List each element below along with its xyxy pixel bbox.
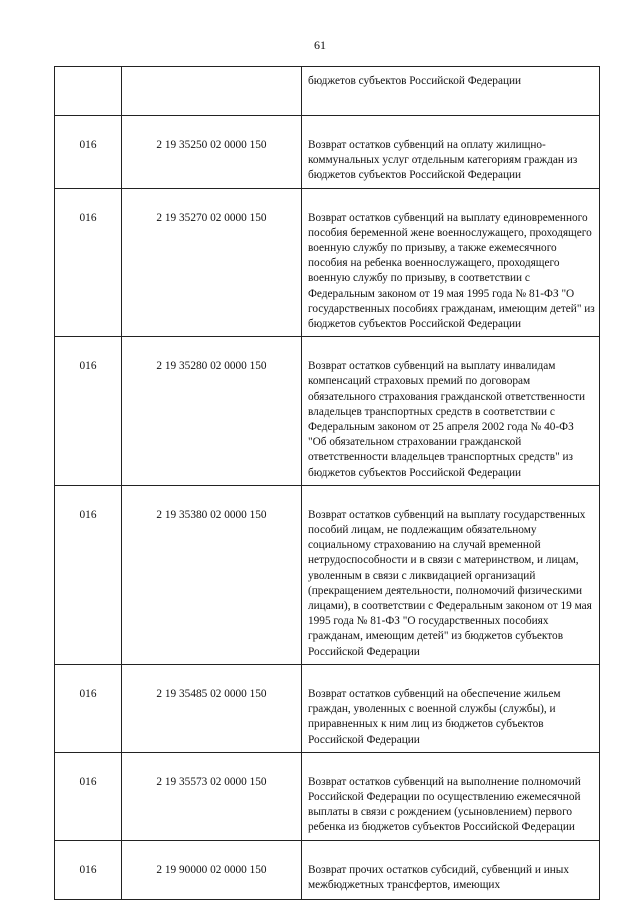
budget-code-cell: 2 19 35270 02 0000 150 bbox=[122, 188, 302, 337]
income-name-cell: Возврат остатков субвенций на оплату жилищно-коммунальных услуг отдельным категориям граждан из бюджетов субъектов Российской Федерации bbox=[302, 116, 600, 189]
table-row bbox=[55, 116, 600, 189]
budget-code-cell: 2 19 35280 02 0000 150 bbox=[122, 337, 302, 486]
table-row bbox=[55, 840, 600, 899]
table-row bbox=[55, 485, 600, 664]
income-name-cell: Возврат остатков субвенций на выплату инвалидам компенсаций страховых премий по договорам обязательного страхования гражданской ответственности владельцев транспортных средств в соответствии с Федеральным законом от 25 апреля 2002 года № 40-ФЗ "Об обязательном страховании гражданской ответственности владельцев транспортных средств" из бюджетов субъектов Российской Федерации bbox=[302, 337, 600, 486]
admin-code-cell: 016 bbox=[55, 840, 122, 899]
page-number: 61 bbox=[314, 38, 326, 52]
income-name-cell: бюджетов субъектов Российской Федерации bbox=[302, 67, 600, 116]
table-row bbox=[55, 188, 600, 337]
admin-code-cell: 016 bbox=[55, 116, 122, 189]
table-row bbox=[55, 337, 600, 486]
admin-code-cell: 016 bbox=[55, 188, 122, 337]
budget-code-cell: 2 19 35485 02 0000 150 bbox=[122, 664, 302, 752]
income-name-cell: Возврат прочих остатков субсидий, субвенций и иных межбюджетных трансфертов, имеющих bbox=[302, 840, 600, 899]
table-row bbox=[55, 752, 600, 840]
budget-code-cell: 2 19 35250 02 0000 150 bbox=[122, 116, 302, 189]
income-name-cell: Возврат остатков субвенций на выполнение полномочий Российской Федерации по осуществлению ежемесячной выплаты в связи с рождением (усыновлением) первого ребенка из бюджетов субъектов Российской Федерации bbox=[302, 752, 600, 840]
table-row bbox=[55, 664, 600, 752]
admin-code-cell: 016 bbox=[55, 664, 122, 752]
budget-code-cell bbox=[122, 67, 302, 116]
budget-code-cell: 2 19 35380 02 0000 150 bbox=[122, 485, 302, 664]
income-name-cell: Возврат остатков субвенций на выплату единовременного пособия беременной жене военнослужащего, проходящего военную службу по призыву, а также ежемесячного пособия на ребенка военнослужащего, проходящего военную службу по призыву, в соответствии с Федеральным законом от 19 мая 1995 года № 81-ФЗ "О государственных пособиях гражданам, имеющим детей" из бюджетов субъектов Российской Федерации bbox=[302, 188, 600, 337]
budget-classification-table bbox=[54, 66, 600, 900]
admin-code-cell: 016 bbox=[55, 485, 122, 664]
admin-code-cell: 016 bbox=[55, 752, 122, 840]
budget-code-cell: 2 19 35573 02 0000 150 bbox=[122, 752, 302, 840]
budget-code-cell: 2 19 90000 02 0000 150 bbox=[122, 840, 302, 899]
admin-code-cell bbox=[55, 67, 122, 116]
income-name-cell: Возврат остатков субвенций на обеспечение жильем граждан, уволенных с военной службы (службы), и приравненных к ним лиц из бюджетов субъектов Российской Федерации bbox=[302, 664, 600, 752]
income-name-cell: Возврат остатков субвенций на выплату государственных пособий лицам, не подлежащим обязательному социальному страхованию на случай временной нетрудоспособности и в связи с материнством, и лицам, уволенным в связи с ликвидацией организаций (прекращением деятельности, полномочий физическими лицами), в соответствии с Федеральным законом от 19 мая 1995 года № 81-ФЗ "О государственных пособиях гражданам, имеющим детей" из бюджетов субъектов Российской Федерации bbox=[302, 485, 600, 664]
table-row bbox=[55, 67, 600, 116]
admin-code-cell: 016 bbox=[55, 337, 122, 486]
